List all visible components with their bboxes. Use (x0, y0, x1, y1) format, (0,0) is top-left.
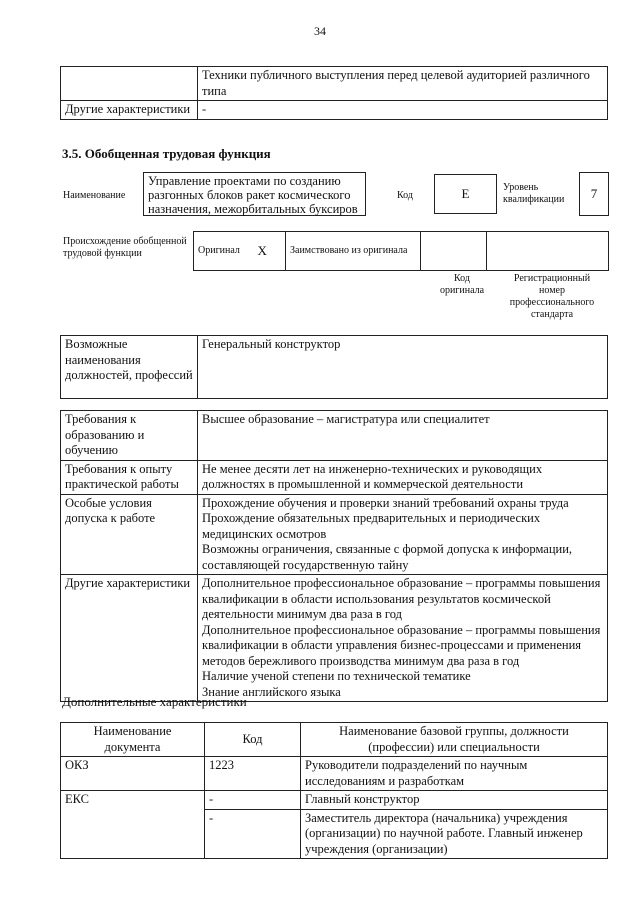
header-doc: Наименование документа (61, 723, 205, 757)
borrowed-label: Заимствовано из оригинала (286, 232, 421, 271)
req-line: Прохождение обучения и проверки знаний требований охраны труда (202, 495, 569, 510)
positions-table (60, 335, 608, 399)
req-value-1 (198, 460, 608, 494)
naim-value: Управление проектами по созданию разгонных блоков ракет космического назначения, межорбитальных буксиров (143, 172, 366, 216)
req-line: Высшее образование – магистратура или специалитет (202, 412, 490, 426)
table-row (61, 411, 608, 461)
cell-doc: ЕКС (61, 791, 205, 859)
req-line: Не менее десяти лет на инженерно-технических и руководящих должностях в промышленной и коммерческой деятельности (202, 461, 543, 491)
additional-title: Дополнительные характеристики (62, 694, 247, 709)
cell-doc: ОКЗ (61, 757, 205, 791)
section-title: 3.5. Обобщенная трудовая функция (62, 146, 271, 161)
req-line: Прохождение обязательных предварительных и периодических медицинских осмотров (202, 511, 541, 541)
code-label: Код (397, 190, 413, 201)
req-value-2 (198, 494, 608, 575)
table-row (61, 101, 608, 120)
top-table-value-0: Техники публичного выступления перед целевой аудиторией различного типа (198, 67, 608, 101)
req-line: Возможны ограничения, связанные с формой допуска к информации, составляющей государственную тайну (202, 542, 573, 572)
cell-name: Заместитель директора (начальника) учреждения (организации) по научной работе. Главный инженер учреждения (организации) (301, 809, 608, 859)
requirements-table (60, 410, 608, 702)
code-caption: Код оригинала (439, 273, 485, 296)
table-row (61, 460, 608, 494)
table-row (194, 232, 609, 271)
req-line: Знание английского языка (202, 684, 341, 699)
origin-reg-cell (487, 232, 609, 271)
top-table (60, 66, 608, 120)
req-line: Наличие ученой степени по технической тематике (202, 669, 471, 683)
cell-code: - (205, 791, 301, 810)
additional-table (60, 722, 608, 859)
top-table-label-1: Другие характеристики (61, 101, 198, 120)
req-label-0: Требования к образованию и обучению (61, 411, 198, 461)
req-line: Дополнительное профессиональное образование – программы повышения квалификации в области использования результатов космической деятельности минимум два раза в год (202, 576, 601, 621)
original-label: Оригинал (194, 232, 254, 271)
req-value-3 (198, 575, 608, 702)
level-label: Уровень квалификации (503, 182, 565, 205)
original-mark: X (254, 232, 286, 271)
origin-label: Происхождение обобщенной трудовой функции (63, 236, 187, 259)
req-label-2: Особые условия допуска к работе (61, 494, 198, 575)
req-label-3: Другие характеристики (61, 575, 198, 702)
table-row (61, 575, 608, 702)
reg-caption: Регистрационный номер профессионального стандарта (509, 273, 595, 320)
table-header-row (61, 723, 608, 757)
table-row (61, 336, 608, 399)
cell-name: Главный конструктор (301, 791, 608, 810)
header-name: Наименование базовой группы, должности (профессии) или специальности (301, 723, 608, 757)
cell-code: 1223 (205, 757, 301, 791)
table-row (61, 494, 608, 575)
top-table-value-1: - (198, 101, 608, 120)
page-number: 34 (314, 24, 326, 38)
code-value: E (434, 174, 497, 214)
origin-table (193, 231, 609, 271)
req-label-1: Требования к опыту практической работы (61, 460, 198, 494)
table-row (61, 757, 608, 791)
origin-code-cell (421, 232, 487, 271)
top-table-label-0 (61, 67, 198, 101)
table-row (61, 791, 608, 810)
cell-name: Руководители подразделений по научным исследованиям и разработкам (301, 757, 608, 791)
positions-value: Генеральный конструктор (198, 336, 608, 399)
header-code: Код (205, 723, 301, 757)
table-row (61, 67, 608, 101)
cell-code: - (205, 809, 301, 859)
naim-label: Наименование (63, 190, 126, 201)
req-value-0 (198, 411, 608, 461)
req-line: Дополнительное профессиональное образование – программы повышения квалификации в области управления бизнес-процессами и применения методов бережливого производства минимум два раза в год (202, 622, 601, 668)
positions-label: Возможные наименования должностей, профессий (61, 336, 198, 399)
level-value: 7 (579, 172, 609, 216)
